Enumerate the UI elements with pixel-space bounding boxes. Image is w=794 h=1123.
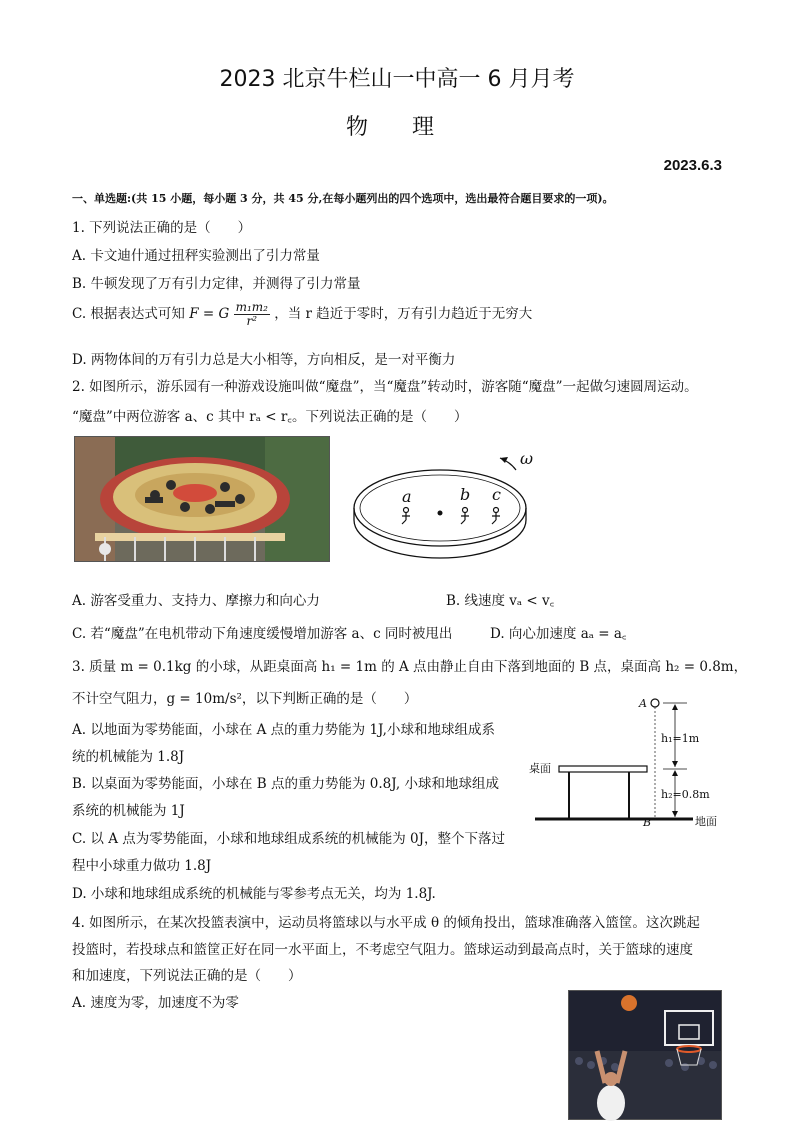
q4-stem-3: 和加速度，下列说法正确的是（ ） (72, 968, 302, 984)
q1-option-c (72, 301, 532, 328)
q4-stem-1: 4. 如图所示，在某次投篮表演中，运动员将篮球以与水平成 θ 的倾角投出，篮球准确落入篮筐。这次跳起 (72, 915, 700, 931)
q1-c-denominator: r² (246, 314, 258, 328)
q4-stem-2: 投篮时，若投球点和篮筐正好在同一水平面上，不考虑空气阻力。篮球运动到最高点时，关于篮球的速度 (72, 942, 693, 958)
point-a-label: A (639, 697, 647, 710)
ground-label: 地面 (695, 815, 717, 828)
omega-label: ω (520, 449, 534, 468)
q2-stem-2: “魔盘”中两位游客 a、c 其中 rₐ < r꜀。下列说法正确的是（ ） (72, 409, 468, 425)
q3-stem-2: 不计空气阻力，g = 10m/s²，以下判断正确的是（ ） (72, 691, 418, 707)
q3-stem-1: 3. 质量 m = 0.1kg 的小球，从距桌面高 h₁ = 1m 的 A 点由静止自由下落到地面的 B 点，桌面高 h₂ = 0.8m， (72, 659, 748, 675)
point-b-label: B (643, 816, 652, 829)
q3-option-c-line1: C. 以 A 点为零势能面，小球和地球组成系统的机械能为 0J，整个下落过 (72, 831, 506, 847)
exam-date: 2023.6.3 (663, 157, 722, 174)
section-heading: 一、单选题:(共 15 小题，每小题 3 分，共 45 分,在每小题列出的四个选项中，选出最符合题目要求的一项)。 (72, 192, 614, 205)
magic-disc-diagram (350, 440, 534, 564)
q1-c-numerator: m₁m₂ (235, 300, 268, 314)
q1-c-pre: C. 根据表达式可知 (72, 306, 185, 322)
q2-option-d: D. 向心加速度 aₐ = a꜀ (490, 626, 627, 642)
q1-option-a: A. 卡文迪什通过扭秤实验测出了引力常量 (72, 248, 320, 264)
table-label: 桌面 (529, 762, 551, 775)
q4-option-a: A. 速度为零，加速度不为零 (72, 995, 239, 1011)
q3-option-a-line2: 统的机械能为 1.8J (72, 749, 185, 765)
q2-option-b: B. 线速度 vₐ < v꜀ (446, 593, 555, 609)
q1-c-post: ，当 r 趋近于零时，万有引力趋近于无穷大 (274, 306, 533, 322)
q2-stem-1: 2. 如图所示，游乐园有一种游戏设施叫做“魔盘”，当“魔盘”转动时，游客随“魔盘”一起做匀速圆周运动。 (72, 379, 698, 395)
falling-ball-diagram (525, 690, 725, 830)
magic-disc-photo (74, 436, 330, 562)
q3-option-a-line1: A. 以地面为零势能面，小球在 A 点的重力势能为 1J,小球和地球组成系 (72, 722, 495, 738)
q2-option-c: C. 若“魔盘”在电机带动下角速度缓慢增加游客 a、c 同时被甩出 (72, 626, 453, 642)
rider-figures (402, 508, 500, 525)
q1-option-d: D. 两物体间的万有引力总是大小相等，方向相反，是一对平衡力 (72, 352, 456, 368)
q1-stem: 1. 下列说法正确的是（ ） (72, 220, 252, 236)
q3-option-d: D. 小球和地球组成系统的机械能与零参考点无关，均为 1.8J. (72, 886, 436, 902)
rider-b-label: b (460, 485, 471, 504)
q2-option-a: A. 游客受重力、支持力、摩擦力和向心力 (72, 593, 320, 609)
q1-option-b: B. 牛顿发现了万有引力定律，并测得了引力常量 (72, 276, 361, 292)
h1-label: h₁=1m (661, 732, 700, 745)
rider-a-label: a (402, 487, 412, 506)
q1-c-fraction (234, 301, 270, 328)
h2-label: h₂=0.8m (661, 788, 710, 801)
q3-option-b-line1: B. 以桌面为零势能面，小球在 B 点的重力势能为 0.8J, 小球和地球组成 (72, 776, 499, 792)
rider-c-label: c (492, 485, 501, 504)
q3-option-c-line2: 程中小球重力做功 1.8J (72, 858, 212, 874)
subject-title: 物 理 (346, 115, 435, 140)
basketball-photo (568, 990, 722, 1120)
q3-option-b-line2: 系统的机械能为 1J (72, 803, 185, 819)
page-title: 2023 北京牛栏山一中高一 6 月月考 (219, 67, 575, 92)
q1-c-formula-lhs: F = G (189, 306, 230, 322)
